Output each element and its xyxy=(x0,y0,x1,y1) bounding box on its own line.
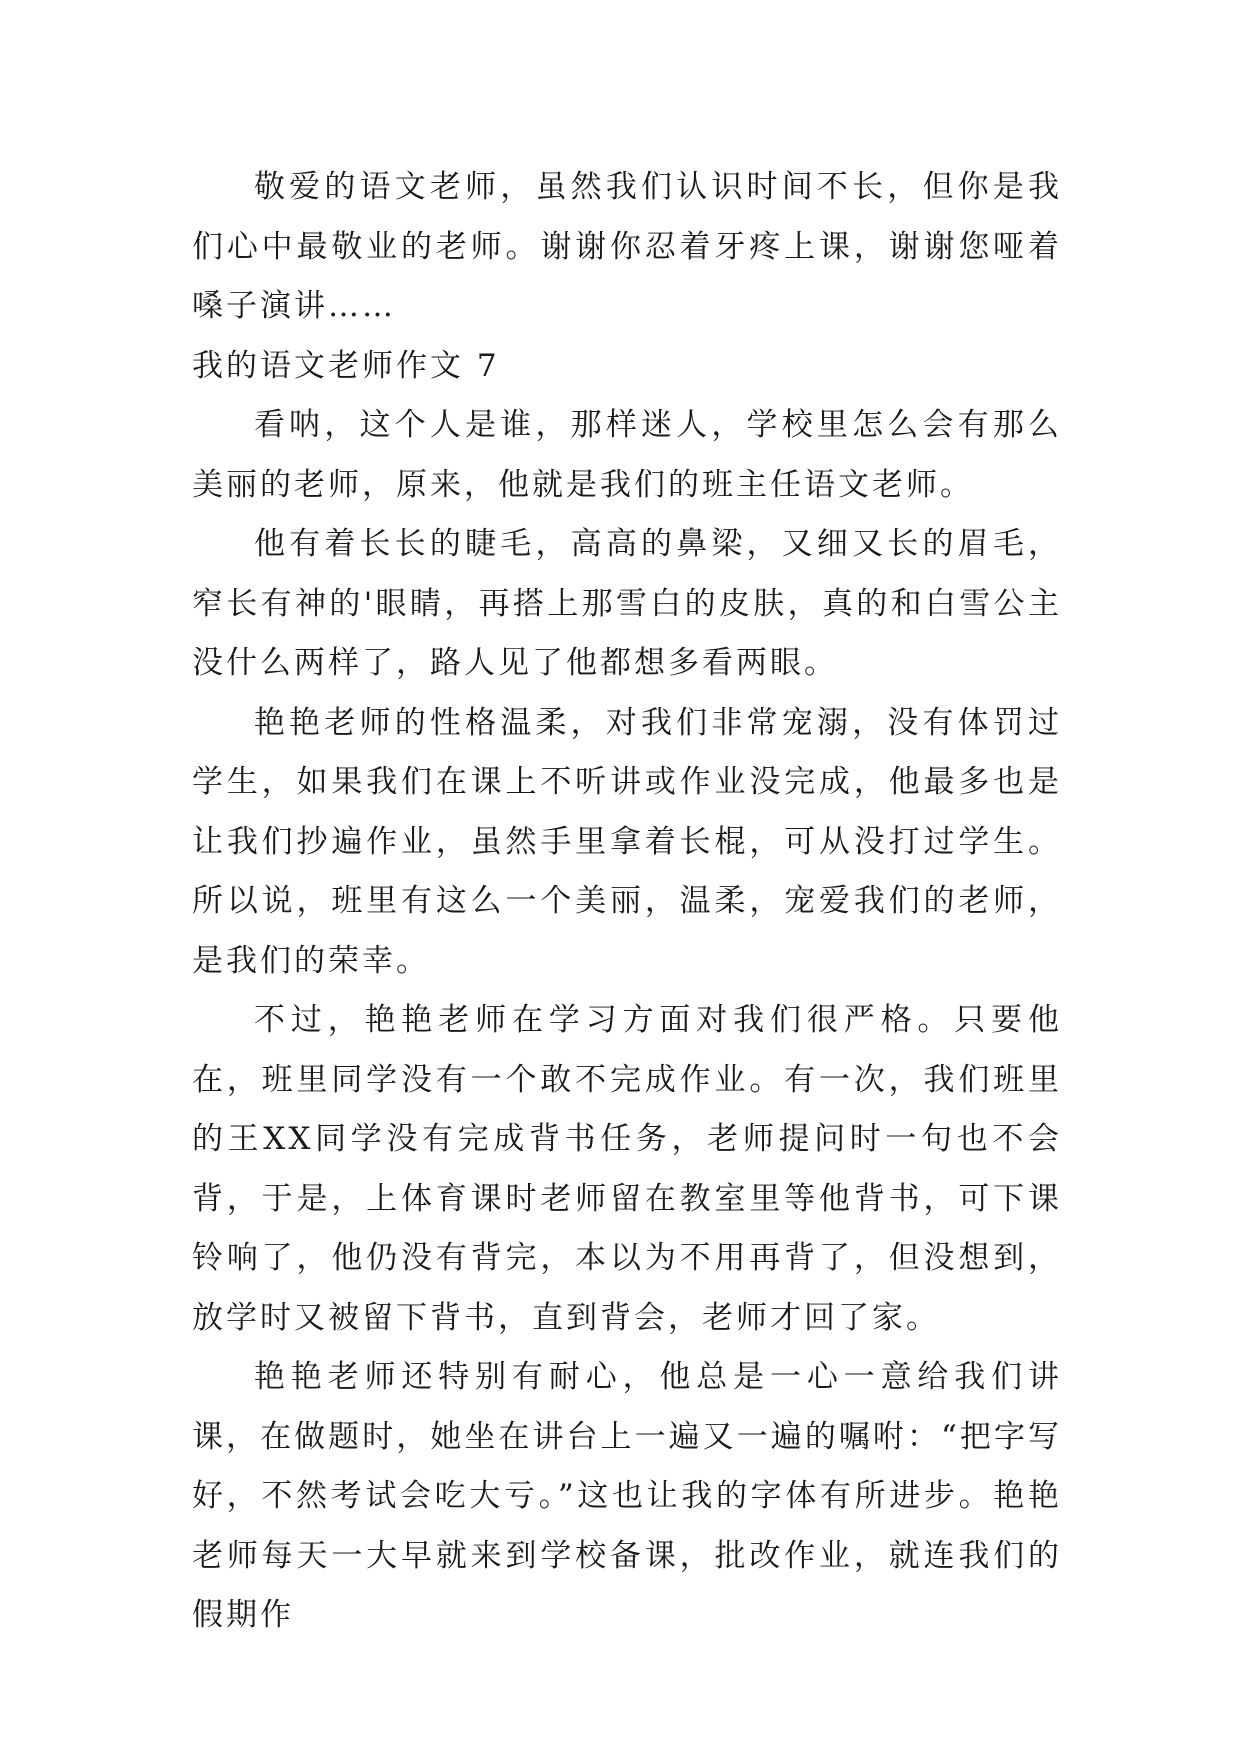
paragraph-5: 不过，艳艳老师在学习方面对我们很严格。只要他在，班里同学没有一个敢不完成作业。有一次，我们班里的王XX同学没有完成背书任务，老师提问时一句也不会背，于是，上体育课时老师留在教室里等他背书，可下课铃响了，他仍没有背完，本以为不用再背了，但没想到，放学时又被留下背书，直到背会，老师才回了家。 xyxy=(192,1002,1062,1336)
section-heading: 我的语文老师作文 7 xyxy=(192,347,500,384)
paragraph-4: 艳艳老师的性格温柔，对我们非常宠溺，没有体罚过学生，如果我们在课上不听讲或作业没完成，他最多也是让我们抄遍作业，虽然手里拿着长棍，可从没打过学生。所以说，班里有这么一个美丽，温柔，宠爱我们的老师，是我们的荣幸。 xyxy=(192,704,1062,979)
paragraph-6: 艳艳老师还特别有耐心，他总是一心一意给我们讲课，在做题时，她坐在讲台上一遍又一遍的嘱咐：“把字写好，不然考试会吃大亏。”这也让我的字体有所进步。艳艳老师每天一大早就来到学校备课，批改作业，就连我们的假期作 xyxy=(192,1359,1062,1633)
paragraph-3: 他有着长长的睫毛，高高的鼻梁，又细又长的眉毛，窄长有神的'眼睛，再搭上那雪白的皮肤，真的和白雪公主没什么两样了，路人见了他都想多看两眼。 xyxy=(192,526,1062,681)
paragraph-2: 看呐，这个人是谁，那样迷人，学校里怎么会有那么美丽的老师，原来，他就是我们的班主任语文老师。 xyxy=(192,407,1062,503)
paragraph-1: 敬爱的语文老师，虽然我们认识时间不长，但你是我们心中最敬业的老师。谢谢你忍着牙疼上课，谢谢您哑着嗓子演讲…… xyxy=(192,169,1062,324)
document-body xyxy=(192,158,1062,1646)
